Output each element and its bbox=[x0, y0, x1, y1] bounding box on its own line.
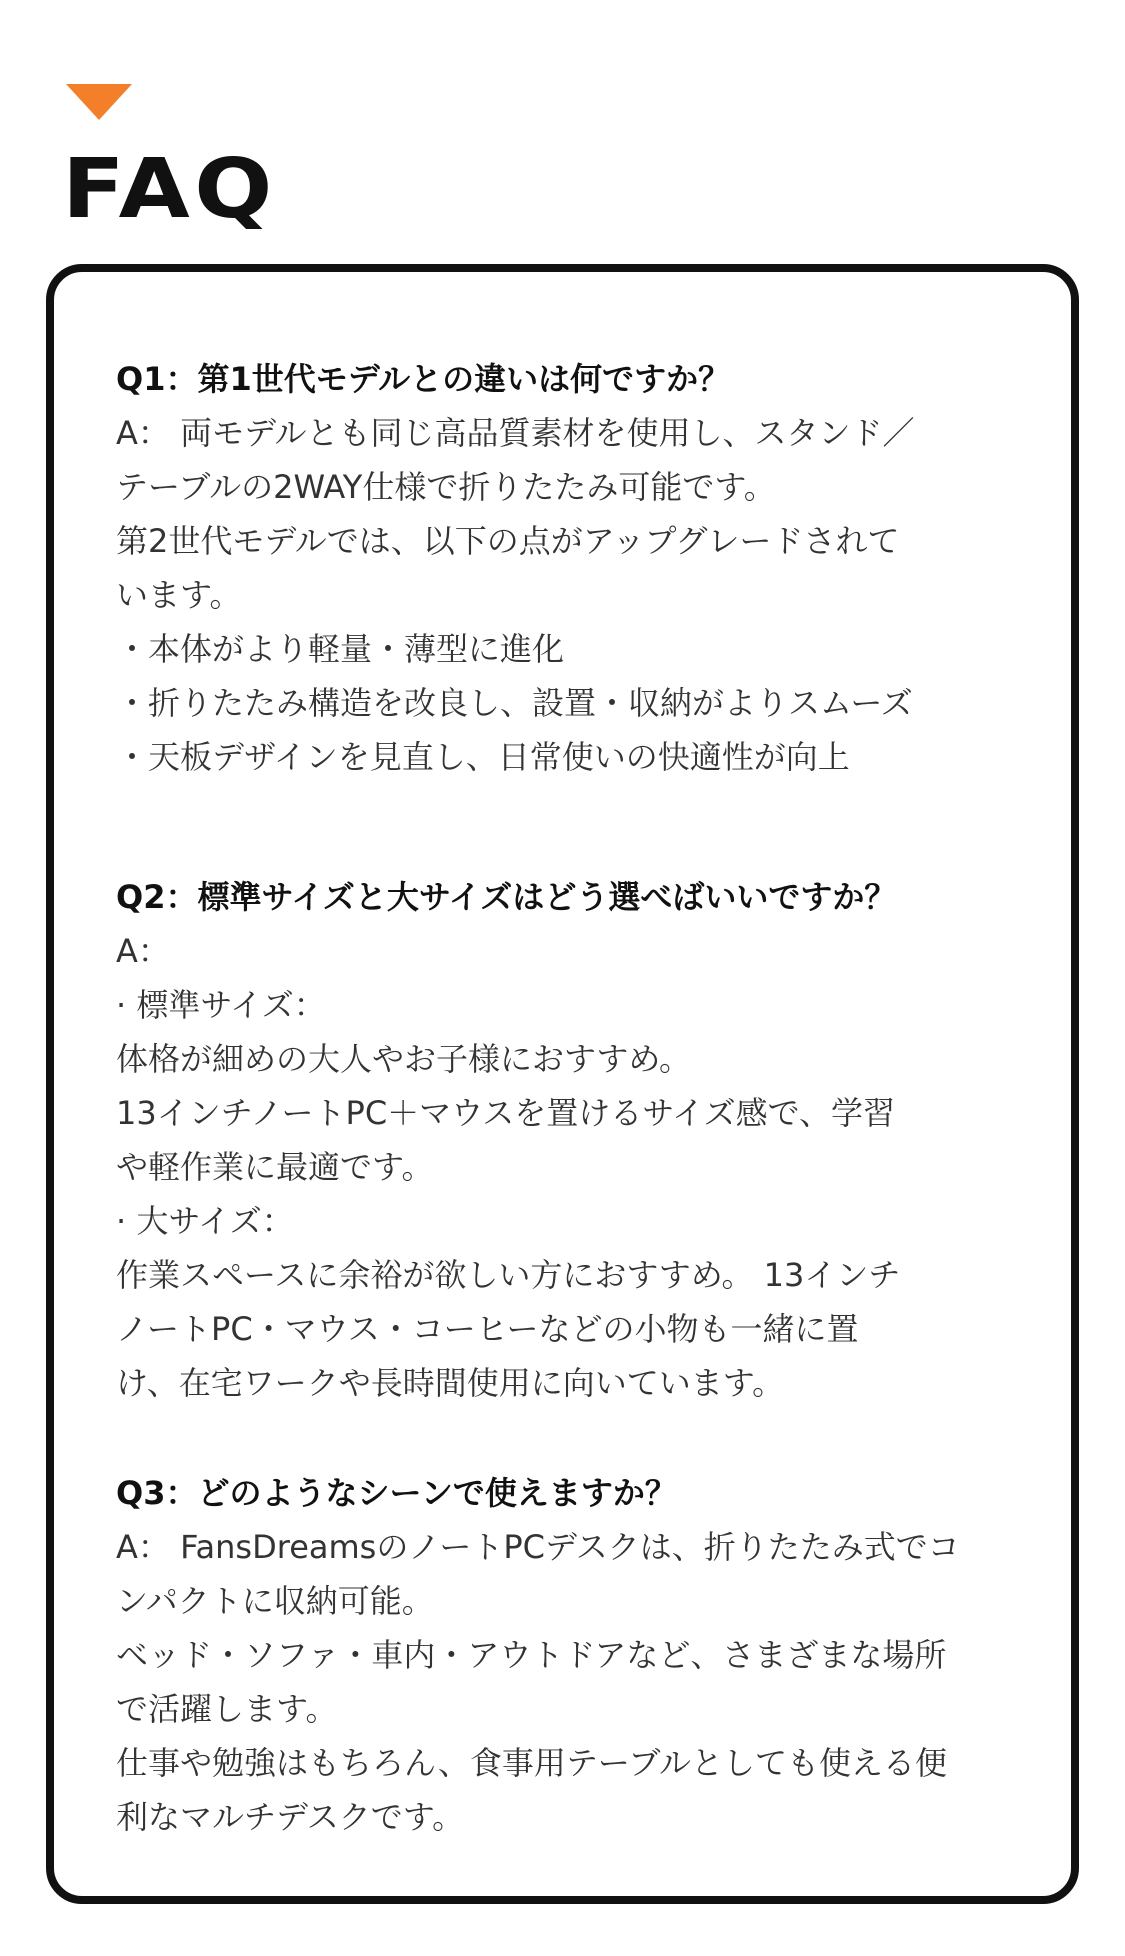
faq-answer-line: 作業スペースに余裕が欲しい方におすすめ。 13インチ bbox=[116, 1256, 901, 1294]
faq-answer-line: 第2世代モデルでは、以下の点がアップグレードされて bbox=[116, 522, 900, 560]
faq-item-q3 bbox=[116, 1466, 1056, 1844]
faq-answer-line: ノートPC・マウス・コーヒーなどの小物も一緒に置 bbox=[116, 1310, 859, 1348]
faq-answer-line: A： 両モデルとも同じ高品質素材を使用し、スタンド／ bbox=[116, 414, 915, 452]
page-title: FAQ bbox=[62, 142, 277, 237]
faq-answer-line: A： FansDreamsのノートPCデスクは、折りたたみ式でコ bbox=[116, 1528, 960, 1566]
faq-answer-line: 13インチノートPC＋マウスを置けるサイズ感で、学習 bbox=[116, 1094, 896, 1132]
faq-answer-line: · 標準サイズ： bbox=[116, 986, 326, 1024]
faq-answer-line: や軽作業に最適です。 bbox=[116, 1148, 434, 1186]
faq-answer-line: ・天板デザインを見直し、日常使いの快適性が向上 bbox=[116, 738, 850, 776]
faq-question: Q1：第1世代モデルとの違いは何ですか？ bbox=[116, 360, 731, 398]
faq-answer-line: ベッド・ソファ・車内・アウトドアなど、さまざまな場所 bbox=[116, 1636, 947, 1674]
faq-item-q2 bbox=[116, 870, 1056, 1410]
faq-card bbox=[46, 264, 1079, 1904]
faq-answer-line: 仕事や勉強はもちろん、食事用テーブルとしても使える便 bbox=[116, 1744, 948, 1782]
faq-answer-line: ・本体がより軽量・薄型に進化 bbox=[116, 630, 565, 668]
faq-answer-line: テーブルの2WAY仕様で折りたたみ可能です。 bbox=[116, 468, 776, 506]
faq-answer-line: ンパクトに収納可能。 bbox=[116, 1582, 434, 1620]
faq-answer-line: ・折りたたみ構造を改良し、設置・収納がよりスムーズ bbox=[116, 684, 913, 722]
faq-answer-line: います。 bbox=[116, 576, 242, 614]
faq-question: Q3：どのようなシーンで使えますか？ bbox=[116, 1474, 677, 1512]
faq-answer-line: で活躍します。 bbox=[116, 1690, 338, 1728]
faq-item-q1 bbox=[116, 352, 1056, 784]
faq-answer-line: · 大サイズ： bbox=[116, 1202, 294, 1240]
triangle-down-icon bbox=[66, 84, 132, 120]
faq-answer-line: け、在宅ワークや長時間使用に向いています。 bbox=[116, 1364, 785, 1402]
faq-question: Q2：標準サイズと大サイズはどう選べばいいですか？ bbox=[116, 878, 897, 916]
faq-answer-line: A： bbox=[116, 932, 170, 970]
faq-answer-line: 利なマルチデスクです。 bbox=[116, 1798, 465, 1836]
faq-answer-line: 体格が細めの大人やお子様におすすめ。 bbox=[116, 1040, 692, 1078]
